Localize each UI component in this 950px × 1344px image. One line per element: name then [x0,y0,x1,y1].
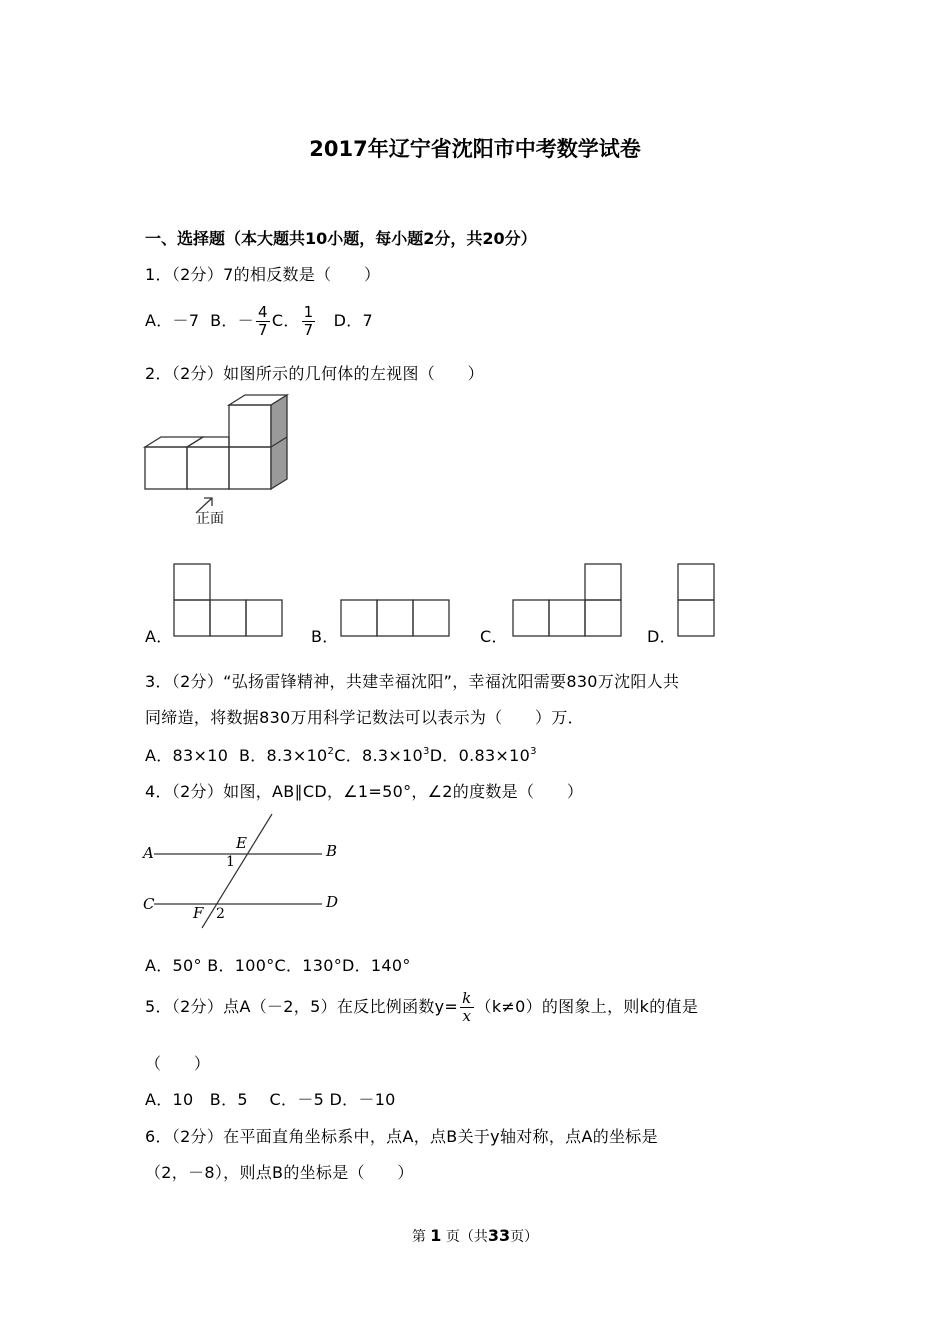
q4-label-e: E [236,834,247,852]
q3-option-b: B．8.3×10 [238,746,328,765]
q1-option-a: A．－7 [145,311,200,330]
question-6-line1: 6．（2分）在平面直角坐标系中，点A，点B关于y轴对称，点A的坐标是 [145,1127,658,1146]
footer-total-pages: 33 [487,1226,511,1245]
q2-front-label: 正面 [196,511,224,527]
page-title: 2017年辽宁省沈阳市中考数学试卷 [309,137,641,161]
q4-label-b: B [326,842,338,860]
section-heading: 一、选择题（本大题共10小题，每小题2分，共20分） [145,229,537,248]
q2-option-d-figure [676,562,716,638]
q1-option-d: D．7 [333,311,374,330]
question-4-options: A．50° B．100°C．130°D．140° [145,956,411,975]
q3-option-c: C．8.3×10 [334,746,424,765]
q2-option-a: A． [145,627,173,646]
question-1-options [145,304,373,339]
q2-option-a-figure [172,562,284,638]
q2-option-d: D． [647,627,676,646]
q4-parallel-lines-figure [140,810,350,935]
q1-fraction-b: $\frac{4}{7}$ [258,303,268,339]
question-6-line2: （2，－8），则点B的坐标是（ ） [145,1163,414,1182]
q1-fraction-c: $\frac{1}{7}$ [303,303,314,339]
question-2-stem: 2．（2分）如图所示的几何体的左视图（ ） [145,364,484,383]
q2-option-c: C． [480,627,508,646]
question-4-stem: 4．（2分）如图，AB∥CD，∠1=50°，∠2的度数是（ ） [145,782,584,801]
question-5-options: A．10 B．5 C．－5 D．－10 [145,1090,396,1109]
question-5-paren: （ ） [145,1054,211,1073]
q4-label-c: C [143,895,155,913]
question-1-stem: 1．（2分）7的相反数是（ ） [145,265,381,284]
q2-option-b: B． [311,627,339,646]
q4-label-d: D [326,893,339,911]
q4-angle-2: 2 [216,906,225,922]
q3-option-d: D．0.83×10 [429,746,531,765]
q5-fraction: $\frac{k}{x}$ [462,989,472,1025]
question-3-line2: 同缔造，将数据830万用科学记数法可以表示为（ ）万． [145,708,584,727]
q2-option-b-figure [339,598,451,638]
question-5-stem: 5．（2分）点A（－2，5）在反比例函数y= $\frac{k}{x}$ （k≠0）的图象上，则k的值是 [145,989,699,1025]
page-footer: 第 1 页（共33页） [411,1226,539,1245]
q2-solid-figure [140,390,300,530]
q4-label-a: A [143,844,154,862]
q2-option-c-figure [511,562,623,638]
question-3-line1: 3．（2分）“弘扬雷锋精神，共建幸福沈阳”，幸福沈阳需要830万沈阳人共 [145,672,680,691]
q4-label-f: F [193,904,204,922]
q1-option-c: C． [271,311,300,330]
q3-option-a: A．83×10 [145,746,229,765]
footer-page-number: 1 [430,1226,442,1245]
q1-option-b: B．－ [210,311,254,330]
q4-angle-1: 1 [226,854,235,870]
question-3-options: A．83×10 B．$8.3\times 10^2C$．$8.3\times 10^3D$．$0.83\times 10^3$ [145,746,537,765]
